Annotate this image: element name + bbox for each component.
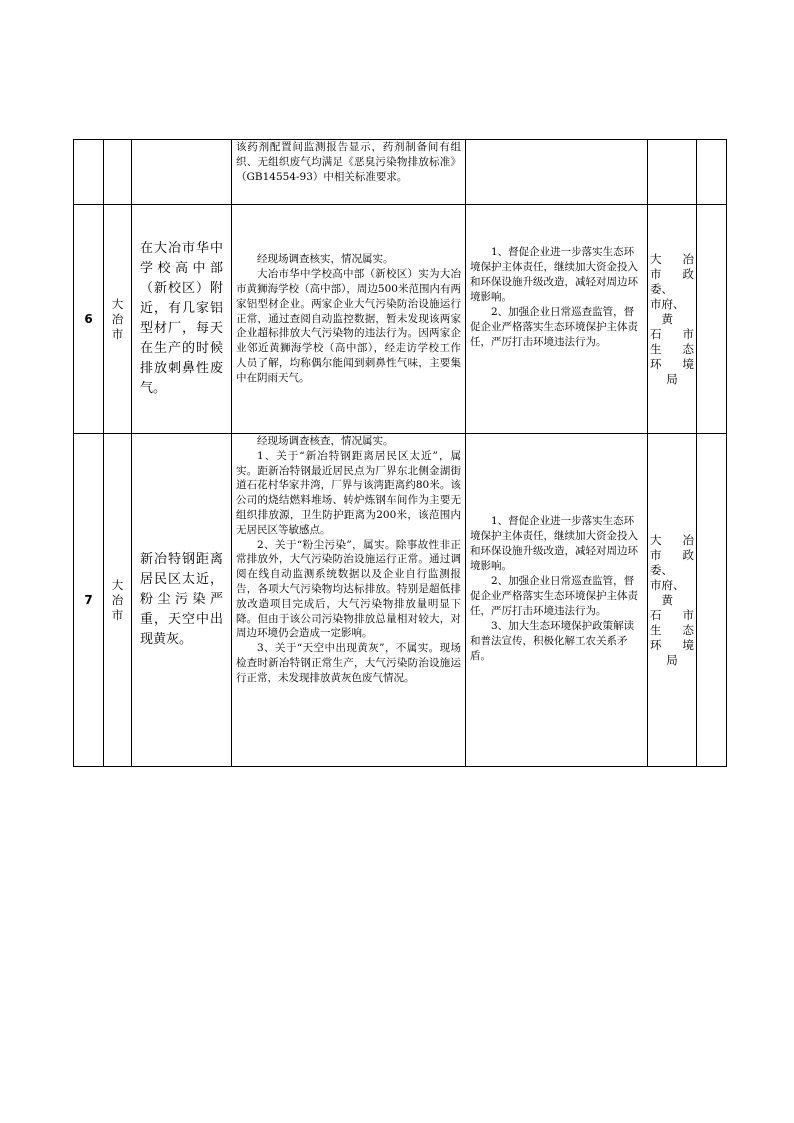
dept-text: 态 xyxy=(682,622,694,637)
region-char: 冶 xyxy=(111,592,124,607)
region-cell xyxy=(104,434,132,767)
finding-paragraph: 3、关于“天空中出现黄灰”，不属实。现场检查时新冶特钢正常生产，大气污染防治设施运行正常，未发现排放黄灰色废气情况。 xyxy=(236,642,461,684)
region-char: 大 xyxy=(111,296,124,311)
finding-cell xyxy=(232,434,466,767)
dept-text: 市委、 xyxy=(650,266,673,296)
dept-cell xyxy=(648,434,697,767)
finding-cell xyxy=(232,205,466,434)
complaint-table xyxy=(73,139,727,767)
dept-text: 境 xyxy=(682,356,694,371)
issue-cell xyxy=(132,140,232,205)
dept-text: 政 xyxy=(682,266,694,281)
dept-cell xyxy=(648,205,697,434)
measure-item: 1、督促企业进一步落实生态环境保护主体责任，继续加大资金投入和环保设施升级改造，减轻对周边环境影响。 xyxy=(470,246,638,303)
note-cell xyxy=(697,205,727,434)
measure-cell xyxy=(466,434,648,767)
region-cell xyxy=(104,140,132,205)
dept-text: 大 xyxy=(650,532,662,547)
row-number: 7 xyxy=(74,434,104,767)
measure-item: 3、加大生态环境保护政策解读和普法宣传，积极化解工农关系矛盾。 xyxy=(470,620,635,662)
dept-text: 府、黄 xyxy=(661,296,685,326)
measure-cell xyxy=(466,205,648,434)
finding-paragraph: 经现场调查核实，情况属实。 xyxy=(257,253,394,266)
note-cell xyxy=(697,140,727,205)
region-char: 大 xyxy=(111,577,124,592)
dept-text: 府、黄 xyxy=(661,577,685,607)
dept-text: 政 xyxy=(682,547,694,562)
dept-text: 石 xyxy=(650,607,662,622)
finding-paragraph: 经现场调查核查，情况属实。 xyxy=(257,435,394,447)
region-char: 市 xyxy=(111,326,124,341)
dept-cell xyxy=(648,140,697,205)
dept-text: 市 xyxy=(650,577,662,592)
dept-text: 冶 xyxy=(682,251,694,266)
dept-text: 市 xyxy=(650,296,662,311)
note-cell xyxy=(697,434,727,767)
issue-cell: 新冶特钢距离居民区太近，粉尘污染严重，天空中出现黄灰。 xyxy=(132,434,232,767)
finding-paragraph: 大冶市华中学校高中部（新校区）实为大冶市黄狮海学校（高中部），周边500米范围内有两家铝型材企业。两家企业大气污染防治设施运行正常，通过查阅自动监控数据，暂未发现该两家企业超标排放大气污染物的违法行为。因两家企业邻近黄狮海学校（高中部），经走访学校工作人员了解，均称偶尔能闻到刺鼻性气味，主要集中在阴雨天气。 xyxy=(236,268,461,384)
measure-item: 2、加强企业日常巡查监管，督促企业严格落实生态环境保护主体责任，严厉打击环境违法行为。 xyxy=(470,575,638,617)
issue-cell: 在大冶市华中学校高中部（新校区）附近，有几家铝型材厂，每天在生产的时候排放刺鼻性废气。 xyxy=(132,205,232,434)
dept-text: 环 xyxy=(650,356,662,371)
dept-text: 境 xyxy=(682,637,694,652)
region-cell xyxy=(104,205,132,434)
finding-paragraph: 2、关于“粉尘污染”，属实。除事故性非正常排放外，大气污染防治设施运行正常。通过调阅在线自动监测系统数据以及企业自行监测报告，各项大气污染物均达标排放。特别是超低排放改造项目完成后，大气污染物排放量明显下降。但由于该公司污染物排放总量相对较大，对周边环境仍会造成一定影响。 xyxy=(236,538,461,640)
dept-text: 环 xyxy=(650,637,662,652)
finding-cell xyxy=(232,140,466,205)
dept-text: 石 xyxy=(650,326,662,341)
measure-item: 1、督促企业进一步落实生态环境保护主体责任，继续加大资金投入和环保设施升级改造，减轻对周边环境影响。 xyxy=(470,515,638,572)
table-row xyxy=(74,434,727,767)
dept-text: 市委、 xyxy=(650,547,673,577)
dept-text: 局 xyxy=(666,652,678,667)
finding-paragraph: 1、关于“新冶特钢距离居民区太近”，属实。距新冶特钢最近居民点为厂界东北侧金湖街道石花村华家井湾，厂界与该湾距离约80米。该公司的烧结燃料堆场、转炉炼钢车间作为主要无组织排放源，卫生防护距离为200米，该范围内无居民区等敏感点。 xyxy=(236,449,461,536)
dept-text: 生 xyxy=(650,622,662,637)
table-row xyxy=(74,205,727,434)
dept-text: 大 xyxy=(650,251,662,266)
region-char: 冶 xyxy=(111,311,124,326)
region-char: 市 xyxy=(111,607,124,622)
dept-text: 市 xyxy=(682,607,694,622)
dept-text: 冶 xyxy=(682,532,694,547)
dept-text: 生 xyxy=(650,341,662,356)
table-row xyxy=(74,140,727,205)
dept-text: 局 xyxy=(666,371,678,386)
dept-text: 态 xyxy=(682,341,694,356)
measure-cell xyxy=(466,140,648,205)
finding-paragraph: 该药剂配置间监测报告显示，药剂制备间有组织、无组织废气均满足《恶臭污染物排放标准》（GB14554-93）中相关标准要求。 xyxy=(236,141,461,183)
row-number: 6 xyxy=(74,205,104,434)
measure-item: 2、加强企业日常巡查监管，督促企业严格落实生态环境保护主体责任，严厉打击环境违法行为。 xyxy=(470,306,638,348)
no-cell xyxy=(74,140,104,205)
dept-text: 市 xyxy=(682,326,694,341)
